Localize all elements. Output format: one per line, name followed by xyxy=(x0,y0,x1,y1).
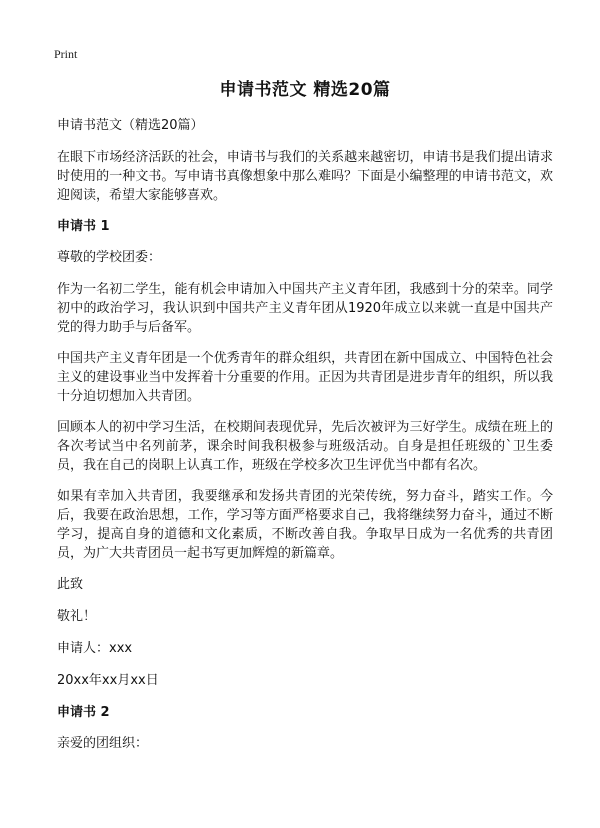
section-heading-1: 申请书 1 xyxy=(57,219,110,234)
body-paragraph-4: 如果有幸加入共青团，我要继承和发扬共青团的光荣传统，努力奋斗，踏实工作。今后，我要在政治思想，工作，学习等方面严格要求自己，我将继续努力奋斗，通过不断学习，提高自身的道德和文化素质，不断改善自我。争取早日成为一名优秀的共青团员，为广大共青团员一起书写更加辉煌的新篇章。 xyxy=(57,489,553,561)
body-paragraph-2: 中国共产主义青年团是一个优秀青年的群众组织，共青团在新中国成立、中国特色社会主义的建设事业当中发挥着十分重要的作用。正因为共青团是进步青年的组织，所以我十分迫切想加入共青团。 xyxy=(57,351,553,404)
body-paragraph-3: 回顾本人的初中学习生活，在校期间表现优异，先后次被评为三好学生。成绩在班上的各次考试当中名列前茅，课余时间我积极参与班级活动。自身是担任班级的`卫生委员，我在自己的岗职上认真工作，班级在学校多次卫生评优当中都有名次。 xyxy=(57,420,553,473)
date-line: 20xx年xx月xx日 xyxy=(57,673,159,688)
print-link[interactable]: Print xyxy=(54,47,78,61)
section-heading-2: 申请书 2 xyxy=(57,705,110,720)
applicant-line: 申请人：xxx xyxy=(57,641,133,656)
salutation-1: 尊敬的学校团委： xyxy=(57,250,162,265)
document-subtitle: 申请书范文（精选20篇） xyxy=(57,118,204,133)
closing-line-1: 此致 xyxy=(57,577,84,592)
page-title: 申请书范文 精选20篇 xyxy=(219,80,391,100)
salutation-2: 亲爱的团组织： xyxy=(57,736,149,751)
intro-paragraph: 在眼下市场经济活跃的社会，申请书与我们的关系越来越密切，申请书是我们提出请求时使用的一种文书。写申请书真像想象中那么难吗？下面是小编整理的申请书范文，欢迎阅读，希望大家能够喜欢。 xyxy=(57,150,553,203)
document-body xyxy=(57,78,553,766)
closing-line-2: 敬礼！ xyxy=(57,609,97,624)
body-paragraph-1: 作为一名初二学生，能有机会申请加入中国共产主义青年团，我感到十分的荣幸。同学初中的政治学习，我认识到中国共产主义青年团从1920年成立以来就一直是中国共产党的得力助手与后备军。 xyxy=(57,282,553,335)
